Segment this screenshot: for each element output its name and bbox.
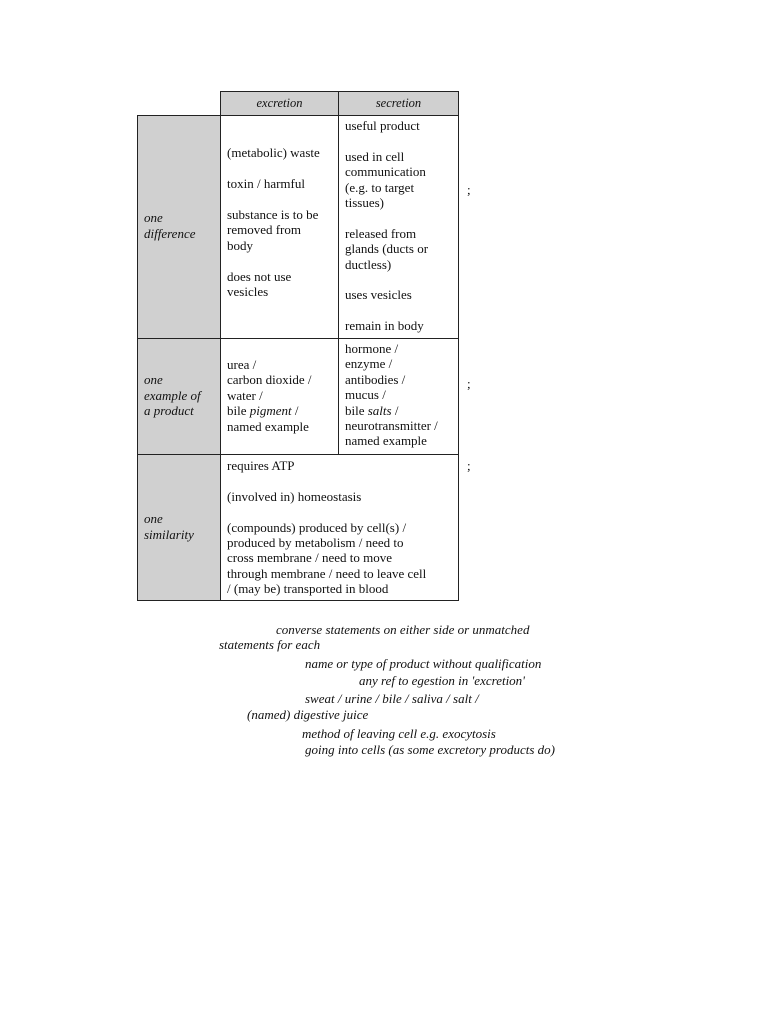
note-converse: converse statements on either side or unmatched — [276, 622, 530, 637]
note-digestive-juice: (named) digestive juice — [247, 707, 369, 722]
difference-secretion-cell: useful product used in cell communication (e.g. to target tissues) released from glands (ducts or ductless) uses vesicles remain in body — [345, 118, 429, 334]
similarity-cell: requires ATP (involved in) homeostasis (compounds) produced by cell(s) / produced by metabolism / need to cross membrane / need to move through membrane / need to leave cell / (may be) transported in blood — [227, 458, 427, 597]
grid-line — [137, 600, 459, 601]
bile-salts-line: bile salts / — [345, 402, 399, 418]
header-secretion: secretion — [375, 96, 422, 110]
grid-line — [137, 115, 138, 601]
grid-line — [137, 338, 459, 339]
grid-line — [220, 91, 221, 601]
note-sweat-urine: sweat / urine / bile / saliva / salt / — [305, 691, 479, 706]
note-method-leaving: method of leaving cell e.g. exocytosis — [302, 726, 496, 741]
grid-line — [137, 454, 459, 455]
note-product-type: name or type of product without qualification — [305, 656, 542, 671]
note-egestion: any ref to egestion in 'excretion' — [359, 673, 525, 688]
bile-pigment-line: bile pigment / — [227, 403, 299, 419]
note-converse-cont: statements for each — [219, 637, 321, 652]
example-excretion-cell: urea / carbon dioxide / water / bile pigment / named example — [227, 357, 312, 434]
mark-semicolon: ; — [467, 376, 471, 391]
grid-line — [137, 115, 459, 116]
note-going-into-cells: going into cells (as some excretory products do) — [305, 742, 555, 757]
grid-line — [458, 91, 459, 601]
header-excretion: excretion — [256, 96, 303, 110]
difference-excretion-cell: (metabolic) waste toxin / harmful substance is to be removed from body does not use vesicles — [227, 145, 320, 299]
row-label-similarity: one similarity — [144, 511, 194, 542]
mark-semicolon: ; — [467, 458, 471, 473]
grid-line — [338, 91, 339, 455]
row-label-difference: one difference — [144, 210, 196, 241]
example-secretion-cell: hormone / enzyme / antibodies / mucus / bile salts / neurotransmitter / named example — [345, 341, 438, 449]
mark-semicolon: ; — [467, 182, 471, 197]
row-label-example: one example of a product — [144, 372, 201, 418]
